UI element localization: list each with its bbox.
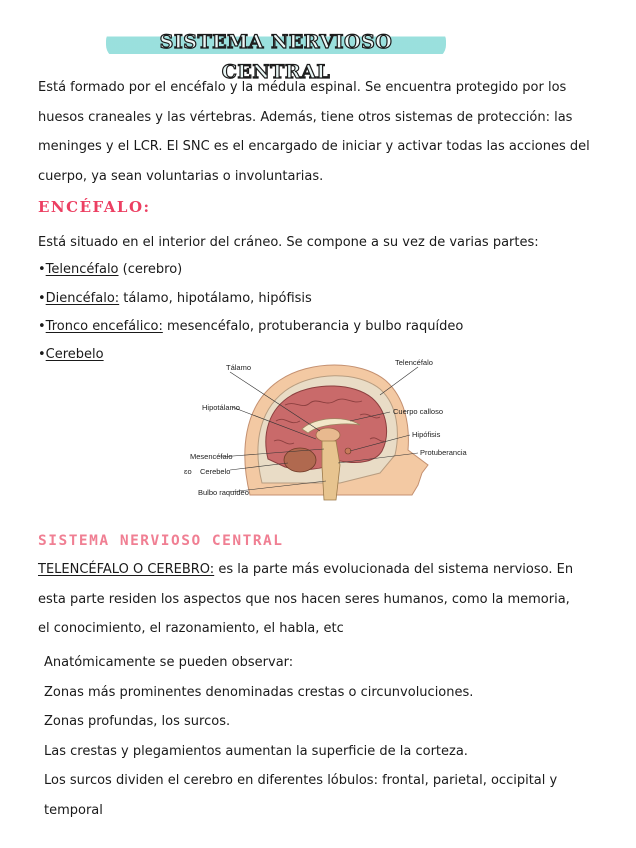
anatomy-line: Anatómicamente se pueden observar: [44, 655, 294, 670]
list-item-cerebelo [38, 347, 104, 362]
telencefalo-line: esta parte residen los aspectos que nos hacen seres humanos, como la memoria, [38, 591, 570, 607]
label-hipofisis: Hipófisis [412, 430, 441, 439]
encefalo-heading: ENCÉFALO: [38, 198, 151, 216]
intro-paragraph [38, 73, 598, 191]
label-bulbo: Bulbo raquídeo [198, 488, 249, 497]
bullet-dot: • [38, 319, 46, 334]
intro-line: cuerpo, ya sean voluntarias o involuntarias. [38, 168, 324, 184]
brain-diagram [184, 355, 467, 505]
bullet-dot: • [38, 291, 46, 306]
anatomy-line: temporal [44, 802, 103, 818]
thalamus [316, 428, 340, 442]
label-protuberancia: Protuberancia [420, 448, 467, 457]
list-item-telencefalo [38, 262, 182, 277]
snc-heading: SISTEMA NERVIOSO CENTRAL [38, 533, 284, 549]
intro-line: meninges y el LCR. El SNC es el encargado de iniciar y activar todas las acciones del [38, 139, 590, 154]
term-description: (cerebro) [118, 262, 183, 277]
term-telencefalo-cerebro: TELENCÉFALO O CEREBRO: [38, 562, 215, 577]
brainstem [322, 441, 340, 500]
telencefalo-line-rest: es la parte más evolucionada del sistema nervioso. En [214, 562, 574, 577]
telencefalo-paragraph [38, 555, 598, 644]
anatomy-paragraph [44, 648, 604, 825]
list-item-tronco [38, 319, 463, 334]
intro-line: Está formado por el encéfalo y la médula espinal. Se encuentra protegido por los [38, 80, 567, 95]
label-cuerpo-calloso: Cuerpo calloso [393, 407, 444, 416]
telencefalo-line [38, 555, 598, 585]
list-item-diencefalo [38, 291, 312, 306]
anatomy-line: Los surcos dividen el cerebro en diferentes lóbulos: frontal, parietal, occipital y [44, 773, 558, 788]
term-description: mesencéfalo, protuberancia y bulbo raquídeo [162, 319, 464, 334]
encefalo-lead [38, 228, 598, 258]
encefalo-lead-text: Está situado en el interior del cráneo. Se compone a su vez de varias partes: [38, 235, 539, 250]
term-description: tálamo, hipotálamo, hipófisis [119, 291, 312, 306]
label-cerebelo: Cerebelo [200, 467, 231, 476]
label-hipotalamo: Hipotálamo [202, 403, 240, 412]
label-stray: ɛo [184, 467, 192, 476]
anatomy-line: Zonas profundas, los surcos. [44, 714, 231, 729]
label-telencefalo: Telencéfalo [395, 358, 433, 367]
anatomy-line: Zonas más prominentes denominadas crestas o circunvoluciones. [44, 684, 474, 700]
telencefalo-line: el conocimiento, el razonamiento, el habla, etc [38, 621, 344, 636]
term-cerebelo: Cerebelo [45, 347, 104, 362]
bullet-dot: • [38, 262, 46, 277]
intro-line: huesos craneales y las vértebras. Además, tiene otros sistemas de protección: las [38, 109, 573, 125]
term-diencefalo: Diencéfalo: [45, 291, 120, 306]
term-tronco: Tronco encefálico: [45, 319, 163, 334]
label-mesencefalo: Mesencéfalo [190, 452, 233, 461]
anatomy-line: Las crestas y plegamientos aumentan la superficie de la corteza. [44, 743, 468, 759]
label-talamo: Tálamo [226, 363, 252, 372]
page-title: SISTEMA NERVIOSO CENTRAL [106, 27, 446, 59]
bullet-dot: • [38, 347, 46, 362]
term-telencefalo: Telencéfalo [45, 262, 119, 277]
